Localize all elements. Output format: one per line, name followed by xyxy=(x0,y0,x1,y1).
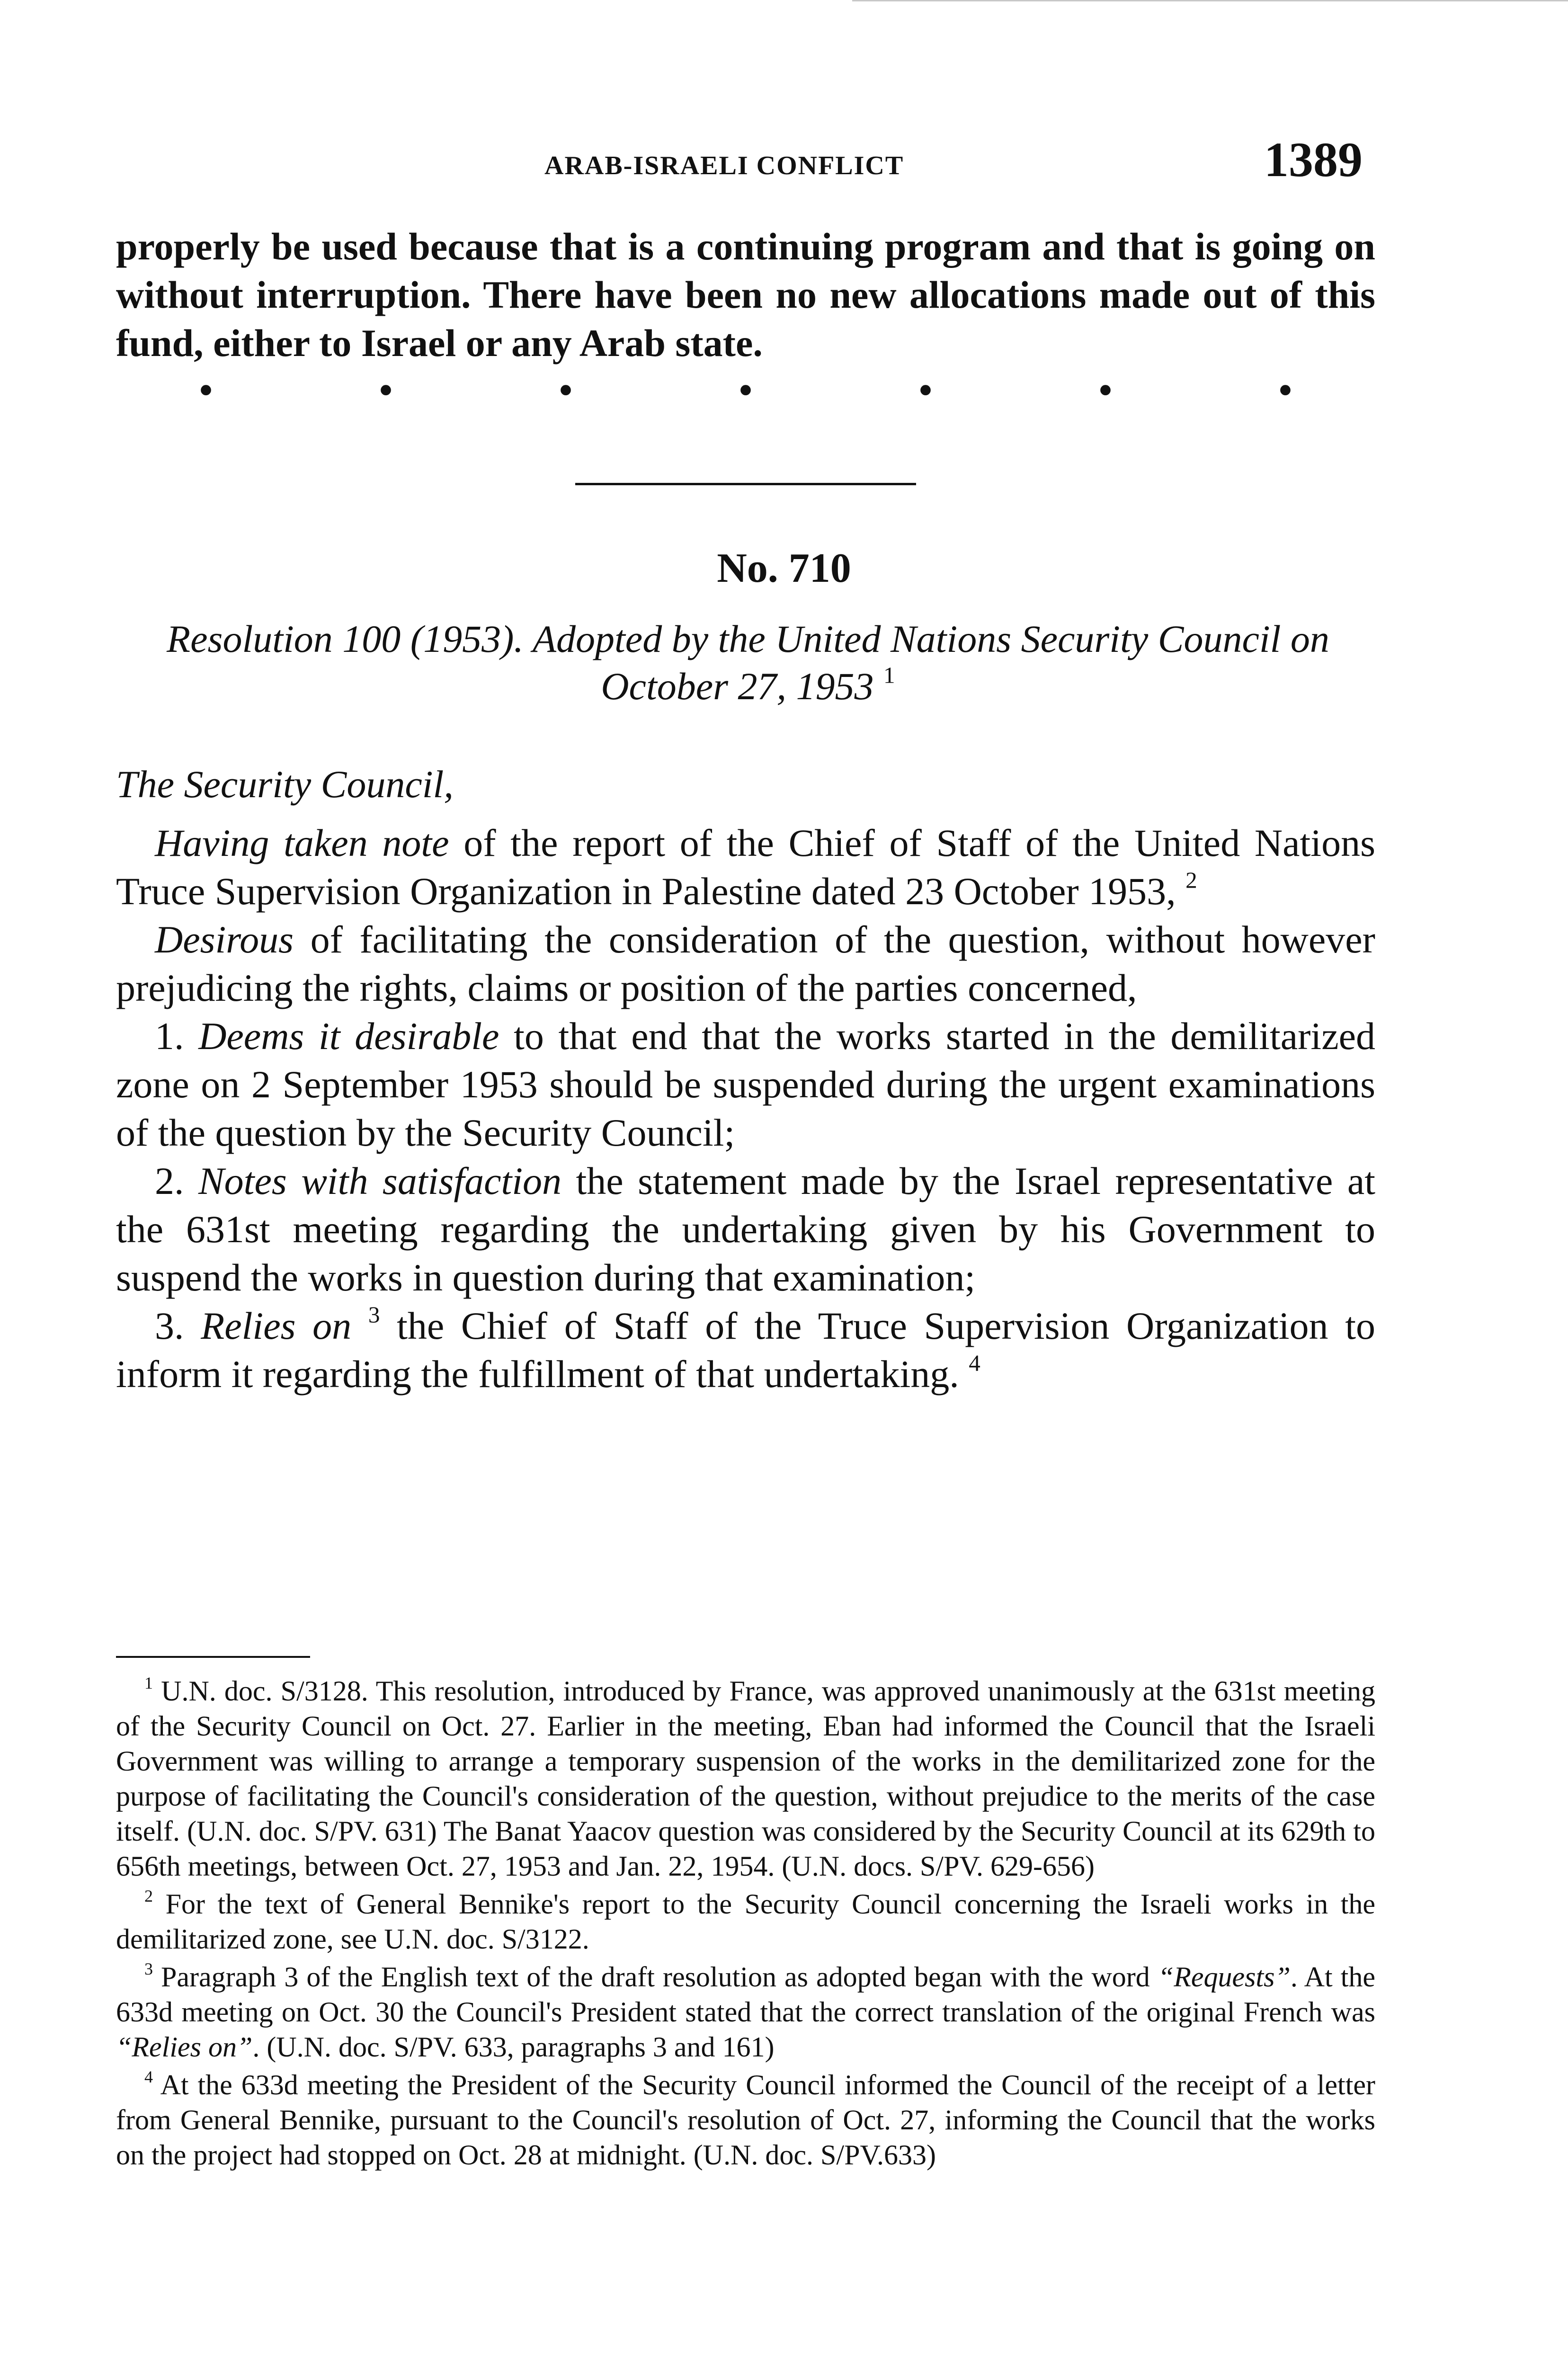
footnote-ref: 1 xyxy=(883,662,895,688)
salutation: The Security Council, xyxy=(116,763,454,806)
ellipsis-dot: • xyxy=(1098,370,1112,411)
footnote-text: For the text of General Bennike's report to the Security Council concerning the Israeli works in the demilitarized zone, see U.N. doc. S/3122. xyxy=(116,1888,1375,1955)
footnote-emphasis: “Relies on” xyxy=(116,2031,253,2063)
footnote-number: 4 xyxy=(144,2067,153,2086)
footnote-text: At the 633d meeting the President of the Security Council informed the Council of the receipt of a letter from General Bennike, pursuant to the Council's resolution of Oct. 27, informing the Council that the works on the project had stopped on Oct. 28 at midnight. (U.N. doc. S/PV.633) xyxy=(116,2069,1375,2171)
footnote-number: 3 xyxy=(144,1959,153,1978)
resolution-paragraph xyxy=(116,1157,1375,1302)
page-number: 1389 xyxy=(1264,133,1363,187)
footnotes xyxy=(116,1673,1375,2175)
resolution-title xyxy=(156,615,1340,710)
footnote xyxy=(116,1673,1375,1884)
footnote-ref: 2 xyxy=(1185,867,1197,893)
section-divider xyxy=(575,483,916,485)
paragraph-number: 2. xyxy=(155,1159,198,1202)
resolution-paragraph xyxy=(116,916,1375,1012)
ellipsis-dot: • xyxy=(379,370,392,411)
footnote-number: 2 xyxy=(144,1886,153,1905)
operative-phrase: Desirous xyxy=(155,918,294,961)
resolution-body xyxy=(116,819,1375,1398)
footnote xyxy=(116,1886,1375,1957)
footnote-text: . (U.N. doc. S/PV. 633, paragraphs 3 and 161) xyxy=(252,2031,775,2063)
footnote-number: 1 xyxy=(144,1673,153,1692)
paragraph-text: of facilitating the consideration of the question, without however prejudicing the rights, claims or position of the parties concerned, xyxy=(116,918,1375,1009)
footnote-ref: 4 xyxy=(969,1350,980,1376)
ellipsis-row xyxy=(116,370,1375,411)
footnote-emphasis: “Requests” xyxy=(1158,1961,1291,1993)
resolution-paragraph xyxy=(116,1012,1375,1157)
resolution-paragraph xyxy=(116,1302,1375,1398)
footnote-ref: 3 xyxy=(368,1301,380,1328)
paragraph-number: 3. xyxy=(155,1304,201,1347)
running-head: ARAB-ISRAELI CONFLICT xyxy=(544,151,904,180)
paragraph-number: 1. xyxy=(155,1014,199,1058)
document-number: No. 710 xyxy=(717,545,851,591)
operative-phrase: Relies on xyxy=(201,1304,352,1347)
paragraph-text: of the report of the Chief of Staff of the United Nations Truce Supervision Organization in Palestine dated 23 October 1953, xyxy=(116,821,1375,913)
operative-phrase: Having taken note xyxy=(155,821,449,864)
ellipsis-dot: • xyxy=(1278,370,1292,411)
operative-phrase: Notes with satisfaction xyxy=(198,1159,562,1202)
ellipsis-dot: • xyxy=(559,370,572,411)
footnote-text: Paragraph 3 of the English text of the draft resolution as adopted began with the word xyxy=(153,1961,1158,1993)
resolution-paragraph xyxy=(116,819,1375,916)
ellipsis-dot: • xyxy=(739,370,752,411)
intro-paragraph xyxy=(116,222,1375,367)
footnote-text: U.N. doc. S/3128. This resolution, introduced by France, was approved unanimously at the 631st meeting of the Security Council on Oct. 27. Earlier in the meeting, Eban had informed the Council that the Israeli Government was willing to arrange a temporary suspension of the works in the demilitarized zone for the purpose of facilitating the Council's consideration of the question, without prejudice to the merits of the case itself. (U.N. doc. S/PV. 631) The Banat Yaacov question was considered by the Security Council at its 629th to 656th meetings, between Oct. 27, 1953 and Jan. 22, 1954. (U.N. docs. S/PV. 629-656) xyxy=(116,1675,1375,1882)
paragraph-text: to that end that the works started in the demilitarized zone on 2 September 1953 should be suspended during the urgent examinations of the question by the Security Council; xyxy=(116,1014,1376,1154)
footnote xyxy=(116,1959,1375,2064)
top-edge-rule xyxy=(852,0,1568,1)
ellipsis-dot: • xyxy=(199,370,213,411)
footnote-rule xyxy=(116,1656,310,1658)
paragraph-text: the statement made by the Israel representative at the 631st meeting regarding the undertaking given by his Government to suspend the works in question during that examination; xyxy=(116,1159,1376,1299)
paragraph-text: the Chief of Staff of the Truce Supervision Organization to inform it regarding the fulfillment of that undertaking. xyxy=(116,1304,1375,1396)
intro-text: properly be used because that is a continuing program and that is going on without interruption. There have been no new allocations made out of this fund, either to Israel or any Arab state. xyxy=(116,225,1375,365)
resolution-title-text: Resolution 100 (1953). Adopted by the United Nations Security Council on October 27, 1953 xyxy=(167,617,1329,708)
footnote xyxy=(116,2067,1375,2172)
ellipsis-dot: • xyxy=(918,370,932,411)
operative-phrase: Deems it desirable xyxy=(198,1014,499,1058)
footnote-text: . At the 633d meeting on Oct. 30 the Council's President stated that the correct translation of the original French was xyxy=(116,1961,1375,2028)
